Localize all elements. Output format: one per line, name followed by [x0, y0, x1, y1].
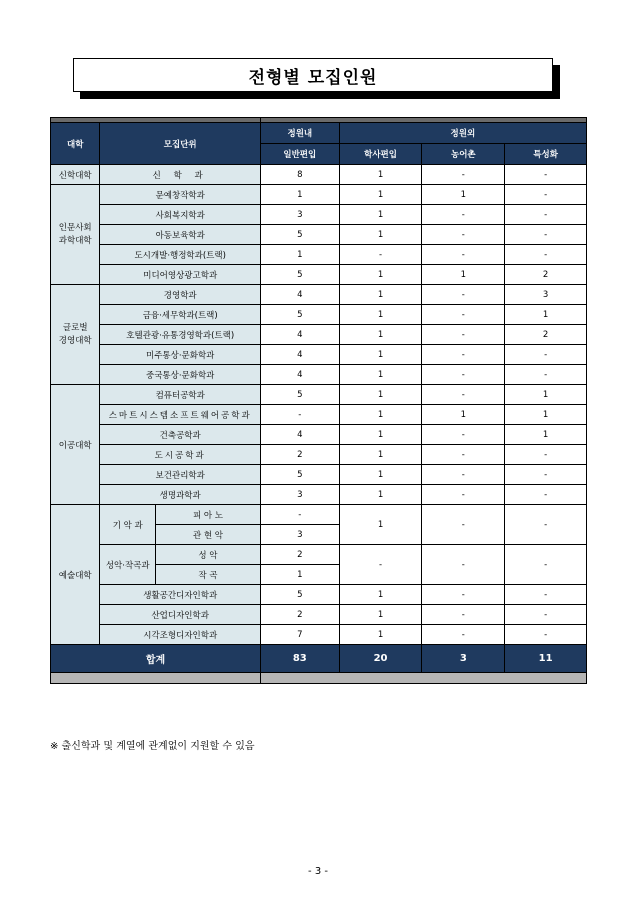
general-cell: 3 [260, 205, 339, 225]
recruitment-table [50, 117, 587, 684]
table-row [51, 365, 587, 385]
general-cell: 5 [260, 585, 339, 605]
table-row [51, 345, 587, 365]
special-cell: 1 [505, 385, 587, 405]
general-cell: 5 [260, 225, 339, 245]
rural-cell: - [422, 305, 505, 325]
rural-cell: - [422, 325, 505, 345]
total-general: 83 [260, 645, 339, 673]
special-cell: 1 [505, 305, 587, 325]
general-cell: 7 [260, 625, 339, 645]
unit-cell: 호텔관광·유통경영학과(트랙) [100, 325, 261, 345]
total-row [51, 645, 587, 673]
rural-cell: - [422, 165, 505, 185]
general-cell: 1 [260, 245, 339, 265]
table-bottom-bar [51, 673, 587, 684]
college-cell: 글로벌 경영대학 [51, 285, 100, 385]
rural-cell: - [422, 545, 505, 585]
table-row [51, 425, 587, 445]
bachelor-cell: 1 [339, 445, 422, 465]
special-cell: - [505, 485, 587, 505]
table-row [51, 545, 587, 565]
bachelor-cell: 1 [339, 265, 422, 285]
table-row [51, 385, 587, 405]
table-row [51, 465, 587, 485]
college-cell: 이공대학 [51, 385, 100, 505]
unit-cell: 사회복지학과 [100, 205, 261, 225]
unit-cell: 금융·세무학과(트랙) [100, 305, 261, 325]
unit-cell: 도시공학과 [100, 445, 261, 465]
rural-cell: 1 [422, 185, 505, 205]
special-cell: - [505, 365, 587, 385]
rural-cell: - [422, 485, 505, 505]
unit-cell: 생명과학과 [100, 485, 261, 505]
rural-cell: - [422, 425, 505, 445]
college-cell: 인문사회 과학대학 [51, 185, 100, 285]
table-row [51, 205, 587, 225]
special-cell: - [505, 245, 587, 265]
subunit-cell: 작 곡 [155, 565, 260, 585]
bachelor-cell: 1 [339, 585, 422, 605]
bachelor-cell: 1 [339, 205, 422, 225]
unit-cell: 도시개발·행정학과(트랙) [100, 245, 261, 265]
unit-cell: 스마트시스템소프트웨어공학과 [100, 405, 261, 425]
table-row [51, 165, 587, 185]
rural-cell: - [422, 365, 505, 385]
general-cell: 4 [260, 345, 339, 365]
table-row [51, 285, 587, 305]
rural-cell: - [422, 625, 505, 645]
general-cell: 5 [260, 265, 339, 285]
rural-cell: - [422, 445, 505, 465]
general-cell: 2 [260, 545, 339, 565]
bachelor-cell: 1 [339, 185, 422, 205]
header-unit: 모집단위 [100, 123, 261, 165]
total-label: 합계 [51, 645, 261, 673]
page-number: - 3 - [308, 866, 328, 877]
unit-cell: 미주통상·문화학과 [100, 345, 261, 365]
bachelor-cell: 1 [339, 485, 422, 505]
title-block [73, 58, 553, 92]
bachelor-cell: 1 [339, 605, 422, 625]
bachelor-cell: 1 [339, 225, 422, 245]
special-cell: 1 [505, 425, 587, 445]
header-outside: 정원외 [339, 123, 586, 144]
college-cell: 예술대학 [51, 505, 100, 645]
table-row [51, 445, 587, 465]
special-cell: 2 [505, 265, 587, 285]
unit-group-cell: 기 악 과 [100, 505, 156, 545]
bachelor-cell: 1 [339, 405, 422, 425]
table-row [51, 305, 587, 325]
general-cell: 1 [260, 185, 339, 205]
unit-cell: 컴퓨터공학과 [100, 385, 261, 405]
subunit-cell: 피 아 노 [155, 505, 260, 525]
unit-cell: 보건관리학과 [100, 465, 261, 485]
bachelor-cell: 1 [339, 425, 422, 445]
general-cell: 8 [260, 165, 339, 185]
special-cell: - [505, 185, 587, 205]
special-cell: - [505, 465, 587, 485]
header-general: 일반편입 [260, 144, 339, 165]
special-cell: - [505, 345, 587, 365]
header-rural: 농어촌 [422, 144, 505, 165]
general-cell: 4 [260, 285, 339, 305]
special-cell: 2 [505, 325, 587, 345]
special-cell: - [505, 605, 587, 625]
unit-cell: 경영학과 [100, 285, 261, 305]
table-row [51, 605, 587, 625]
table-row [51, 505, 587, 525]
general-cell: - [260, 505, 339, 525]
special-cell: - [505, 625, 587, 645]
total-special: 11 [505, 645, 587, 673]
unit-cell: 산업디자인학과 [100, 605, 261, 625]
bachelor-cell: - [339, 245, 422, 265]
header-inside: 정원내 [260, 123, 339, 144]
general-cell: 5 [260, 305, 339, 325]
general-cell: 1 [260, 565, 339, 585]
rural-cell: - [422, 245, 505, 265]
bachelor-cell: 1 [339, 305, 422, 325]
rural-cell: 1 [422, 265, 505, 285]
bachelor-cell: 1 [339, 505, 422, 545]
special-cell: - [505, 445, 587, 465]
general-cell: 2 [260, 445, 339, 465]
rural-cell: - [422, 345, 505, 365]
unit-cell: 아동보육학과 [100, 225, 261, 245]
header-bachelor: 학사편입 [339, 144, 422, 165]
general-cell: 4 [260, 425, 339, 445]
unit-cell: 건축공학과 [100, 425, 261, 445]
special-cell: 3 [505, 285, 587, 305]
rural-cell: - [422, 505, 505, 545]
bachelor-cell: 1 [339, 365, 422, 385]
rural-cell: - [422, 605, 505, 625]
general-cell: 3 [260, 525, 339, 545]
rural-cell: - [422, 225, 505, 245]
general-cell: 5 [260, 385, 339, 405]
bachelor-cell: 1 [339, 465, 422, 485]
special-cell: - [505, 225, 587, 245]
general-cell: 3 [260, 485, 339, 505]
header-college: 대학 [51, 123, 100, 165]
unit-cell: 생활공간디자인학과 [100, 585, 261, 605]
table-row [51, 245, 587, 265]
unit-cell: 시각조형디자인학과 [100, 625, 261, 645]
general-cell: 4 [260, 325, 339, 345]
bachelor-cell: - [339, 545, 422, 585]
footnote: ※ 출신학과 및 계열에 관계없이 지원할 수 있음 [50, 741, 255, 752]
page-title: 전형별 모집인원 [73, 58, 553, 92]
rural-cell: - [422, 205, 505, 225]
subunit-cell: 성 악 [155, 545, 260, 565]
bachelor-cell: 1 [339, 385, 422, 405]
general-cell: 4 [260, 365, 339, 385]
rural-cell: - [422, 385, 505, 405]
bachelor-cell: 1 [339, 325, 422, 345]
table-row [51, 185, 587, 205]
special-cell: - [505, 545, 587, 585]
general-cell: - [260, 405, 339, 425]
table-row [51, 585, 587, 605]
special-cell: - [505, 505, 587, 545]
special-cell: 1 [505, 405, 587, 425]
total-bachelor: 20 [339, 645, 422, 673]
general-cell: 2 [260, 605, 339, 625]
bachelor-cell: 1 [339, 285, 422, 305]
subunit-cell: 관 현 악 [155, 525, 260, 545]
bachelor-cell: 1 [339, 625, 422, 645]
table-row [51, 325, 587, 345]
rural-cell: - [422, 585, 505, 605]
table-row [51, 225, 587, 245]
total-rural: 3 [422, 645, 505, 673]
special-cell: - [505, 205, 587, 225]
unit-cell: 미디어영상광고학과 [100, 265, 261, 285]
college-cell: 신학대학 [51, 165, 100, 185]
table-row [51, 625, 587, 645]
rural-cell: - [422, 465, 505, 485]
header-special: 특성화 [505, 144, 587, 165]
unit-cell: 중국통상·문화학과 [100, 365, 261, 385]
special-cell: - [505, 585, 587, 605]
unit-cell: 신 학 과 [100, 165, 261, 185]
bachelor-cell: 1 [339, 165, 422, 185]
special-cell: - [505, 165, 587, 185]
bachelor-cell: 1 [339, 345, 422, 365]
rural-cell: 1 [422, 405, 505, 425]
rural-cell: - [422, 285, 505, 305]
unit-group-cell: 성악·작곡과 [100, 545, 156, 585]
general-cell: 5 [260, 465, 339, 485]
header-row-1 [51, 123, 587, 144]
unit-cell: 문예창작학과 [100, 185, 261, 205]
table-row [51, 485, 587, 505]
table-row [51, 405, 587, 425]
table-row [51, 265, 587, 285]
